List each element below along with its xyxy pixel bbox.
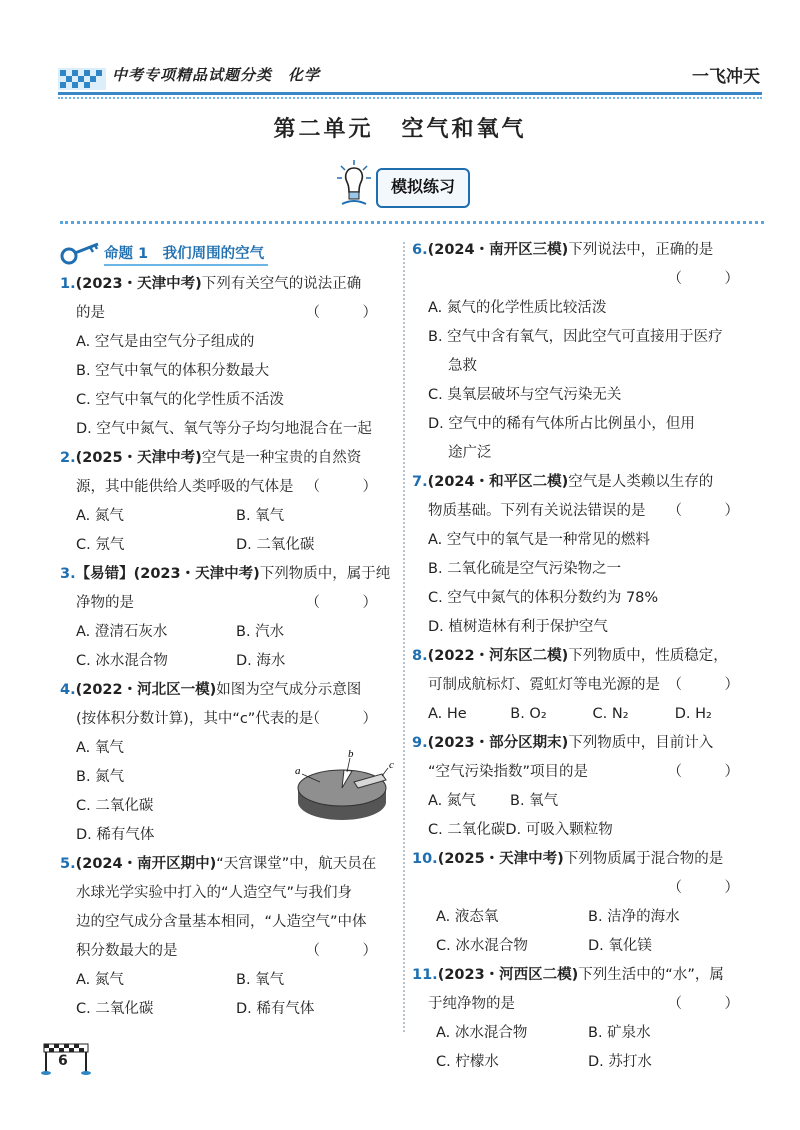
pie-label-a: a	[295, 765, 301, 777]
option-c: C. 冰水混合物	[76, 653, 168, 669]
option-b: B. 氧气	[236, 972, 285, 988]
option-d: D. 苏打水	[588, 1054, 652, 1070]
right-column	[412, 236, 757, 1077]
question-11-line2	[412, 990, 757, 1019]
question-source: (2025・天津中考)	[75, 450, 202, 466]
unit-title	[0, 112, 800, 143]
option-b: B. 洁净的海水	[588, 909, 680, 925]
question-text: 可制成航标灯、霓虹灯等电光源的是	[428, 677, 660, 693]
option-a: A. 澄清石灰水	[76, 624, 168, 640]
option-c: C. 柠檬水	[436, 1054, 499, 1070]
header-checker-icon	[58, 64, 106, 90]
options-ab	[412, 1019, 757, 1048]
question-source: (2022・河东区二模)	[427, 648, 569, 664]
option-d: D. 稀有气体	[236, 1001, 315, 1017]
option-a: A. 氮气	[428, 793, 476, 809]
air-composition-pie-figure	[292, 748, 402, 832]
question-2-line2	[60, 473, 395, 502]
question-7	[412, 468, 757, 497]
option-c: C. 氖气	[76, 537, 125, 553]
question-text: 净物的是	[76, 595, 134, 611]
answer-blank: （ ）	[667, 677, 753, 693]
finish-flag-icon	[40, 1040, 100, 1076]
option-b: B. O₂	[510, 706, 547, 722]
key-icon	[60, 240, 100, 266]
option-a: A. 氮气的化学性质比较活泼	[428, 300, 607, 316]
question-4-line2	[60, 705, 395, 734]
question-number: 4.	[60, 682, 76, 698]
question-source: (2023・部分区期末)	[427, 735, 569, 751]
question-5-line4	[60, 937, 395, 966]
option-a: A. He	[428, 706, 467, 722]
question-text: 源，其中能供给人类呼吸的气体是	[76, 479, 294, 495]
question-11	[412, 961, 757, 990]
option-b: B. 矿泉水	[588, 1025, 651, 1041]
option-a: A. 冰水混合物	[436, 1025, 528, 1041]
option-d-cont: 途广泛	[448, 445, 492, 461]
answer-blank: （ ）	[667, 764, 753, 780]
option-a: A. 空气中的氧气是一种常见的燃料	[428, 532, 650, 548]
question-source: (2025・天津中考)	[437, 851, 564, 867]
pie-label-b: b	[348, 748, 354, 760]
answer-blank: （ ）	[305, 595, 391, 611]
question-text: 下列物质中，目前计入	[568, 735, 714, 751]
question-text: (按体积分数计算)，其中“c”代表的是	[76, 711, 314, 727]
question-number: 10.	[412, 851, 438, 867]
column-divider	[403, 242, 405, 1032]
question-8	[412, 642, 757, 671]
question-7-line2	[412, 497, 757, 526]
options-ab	[60, 618, 395, 647]
option-b-cont: 急救	[448, 358, 477, 374]
header-series: 中考专项精品试题分类	[112, 66, 273, 84]
section-separator	[60, 221, 764, 224]
option-c: C. 二氧化碳	[76, 798, 154, 814]
question-4	[60, 676, 395, 705]
options-cd	[60, 647, 395, 676]
options-ab	[412, 787, 757, 816]
topic-heading	[60, 236, 395, 270]
option-a: A. 液态氧	[436, 909, 499, 925]
options-cd	[412, 1048, 757, 1077]
option-d: D. 海水	[236, 653, 286, 669]
question-text: “天宫课堂”中，航天员在	[216, 856, 377, 872]
question-source: (2024・和平区二模)	[427, 474, 569, 490]
option-c: C. 空气中氮气的体积分数约为 78%	[428, 590, 659, 606]
question-number: 7.	[412, 474, 428, 490]
topic-label: 命题 1 我们周围的空气	[104, 244, 268, 266]
answer-blank: （ ）	[667, 996, 753, 1012]
option-c: C. 空气中氧气的化学性质不活泼	[76, 392, 284, 408]
question-source: (2024・南开区三模)	[427, 242, 569, 258]
answer-blank: （ ）	[667, 271, 753, 287]
question-number: 5.	[60, 856, 76, 872]
question-text: 下列有关空气的说法正确	[201, 276, 362, 292]
option-c: C. 二氧化碳	[76, 1001, 154, 1017]
question-10-line2	[412, 874, 757, 903]
question-3-line2	[60, 589, 395, 618]
options-cd: C. 二氧化碳D. 可吸入颗粒物	[428, 822, 613, 838]
option-a: A. 氮气	[76, 508, 124, 524]
page-number: 6	[58, 1053, 68, 1069]
question-number: 11.	[412, 967, 438, 983]
pie-label-c: c	[389, 759, 394, 771]
question-text: 于纯净物的是	[428, 996, 515, 1012]
option-c: C. 冰水混合物	[436, 938, 528, 954]
question-6-line2	[412, 265, 757, 294]
section-badge: 模拟练习	[376, 168, 470, 208]
option-c: C. N₂	[592, 706, 629, 722]
options-ab	[60, 966, 395, 995]
question-5	[60, 850, 395, 879]
unit-title-part2: 空气和氧气	[401, 116, 527, 142]
lightbulb-icon	[336, 158, 372, 208]
option-b: B. 氧气	[510, 793, 559, 809]
question-9-line2	[412, 758, 757, 787]
option-d: D. H₂	[674, 706, 712, 722]
options-cd	[60, 995, 395, 1024]
option-b: B. 汽水	[236, 624, 285, 640]
question-number: 9.	[412, 735, 428, 751]
answer-blank: （ ）	[667, 880, 753, 896]
question-text: 的是	[76, 305, 105, 321]
question-number: 3.	[60, 566, 76, 582]
options-cd	[60, 531, 395, 560]
unit-title-part1: 第二单元	[273, 116, 374, 142]
question-number: 8.	[412, 648, 428, 664]
header-rule	[58, 92, 762, 95]
question-text: 物质基础。下列有关说法错误的是	[428, 503, 646, 519]
question-1-line2	[60, 299, 395, 328]
question-text: 下列物质属于混合物的是	[563, 851, 724, 867]
question-text: “空气污染指数”项目的是	[428, 764, 589, 780]
options-ab	[60, 502, 395, 531]
question-number: 1.	[60, 276, 76, 292]
option-d: D. 空气中的稀有气体所占比例虽小，但用	[428, 416, 695, 432]
option-d: D. 植树造林有利于保护空气	[428, 619, 608, 635]
question-source: (2024・南开区期中)	[75, 856, 217, 872]
option-b: B. 空气中含有氧气，因此空气可直接用于医疗	[428, 329, 723, 345]
options-cd	[412, 932, 757, 961]
question-text: 空气是一种宝贵的自然资	[201, 450, 362, 466]
answer-blank: （ ）	[305, 305, 391, 321]
question-source: (2022・河北区一模)	[75, 682, 217, 698]
option-b: B. 氮气	[76, 769, 125, 785]
option-a: A. 氧气	[76, 740, 124, 756]
question-text: 如图为空气成分示意图	[216, 682, 362, 698]
option-b: B. 空气中氧气的体积分数最大	[76, 363, 270, 379]
answer-blank: （ ）	[667, 503, 753, 519]
option-d: D. 氧化镁	[588, 938, 652, 954]
question-text: 下列说法中，正确的是	[568, 242, 714, 258]
options-abcd	[412, 700, 757, 729]
option-b: B. 二氧化硫是空气污染物之一	[428, 561, 622, 577]
header-subject: 化学	[288, 66, 321, 84]
answer-blank: （ ）	[305, 479, 391, 495]
question-2	[60, 444, 395, 473]
question-text: 下列物质中，属于纯	[259, 566, 391, 582]
left-column	[60, 236, 395, 1024]
question-10	[412, 845, 757, 874]
question-number: 2.	[60, 450, 76, 466]
option-b: B. 氧气	[236, 508, 285, 524]
option-d: D. 二氧化碳	[236, 537, 315, 553]
answer-blank: （ ）	[305, 943, 391, 959]
answer-blank: （ ）	[305, 711, 391, 727]
option-a: A. 氮气	[76, 972, 124, 988]
question-3	[60, 560, 395, 589]
question-text: 水球光学实验中打入的“人造空气”与我们身	[76, 885, 353, 901]
option-c: C. 臭氧层破坏与空气污染无关	[428, 387, 622, 403]
question-source: (2023・河西区二模)	[437, 967, 579, 983]
question-8-line2	[412, 671, 757, 700]
options-ab	[412, 903, 757, 932]
header-dotted-rule	[58, 97, 762, 99]
question-6	[412, 236, 757, 265]
header-title	[112, 64, 320, 85]
option-a: A. 空气是由空气分子组成的	[76, 334, 255, 350]
question-source: (2023・天津中考)	[75, 276, 202, 292]
question-text: 下列生活中的“水”，属	[578, 967, 724, 983]
question-text: 边的空气成分含量基本相同，“人造空气”中体	[76, 914, 367, 930]
question-1	[60, 270, 395, 299]
question-text: 积分数最大的是	[76, 943, 178, 959]
question-number: 6.	[412, 242, 428, 258]
question-text: 空气是人类赖以生存的	[568, 474, 714, 490]
option-d: D. 稀有气体	[76, 827, 155, 843]
question-9	[412, 729, 757, 758]
question-text: 下列物质中，性质稳定，	[568, 648, 728, 664]
option-d: D. 空气中氮气、氧气等分子均匀地混合在一起	[76, 421, 372, 437]
header-brand: 一飞冲天	[692, 67, 760, 87]
question-source: 【易错】(2023・天津中考)	[75, 566, 260, 582]
